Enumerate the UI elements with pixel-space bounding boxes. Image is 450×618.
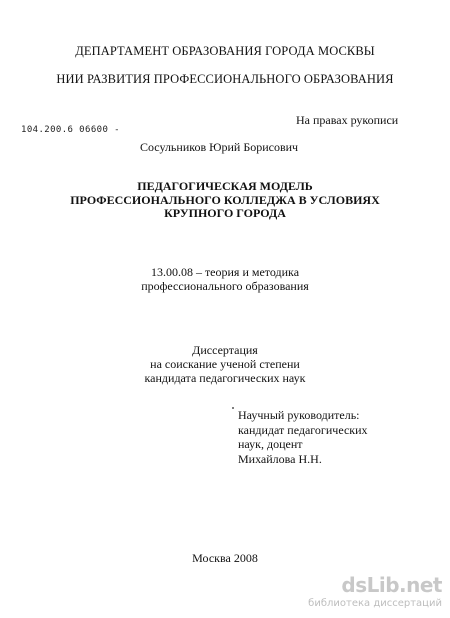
title-line-1: ПЕДАГОГИЧЕСКАЯ МОДЕЛЬ <box>137 179 313 193</box>
dissertation-title <box>60 180 390 221</box>
title-line-3: КРУПНОГО ГОРОДА <box>164 206 286 220</box>
author-name: Сосульников Юрий Борисович <box>140 140 299 154</box>
institute-heading: НИИ РАЗВИТИЯ ПРОФЕССИОНАЛЬНОГО ОБРАЗОВАНИЯ <box>56 72 394 86</box>
scan-speck <box>232 407 234 409</box>
title-line-2: ПРОФЕССИОНАЛЬНОГО КОЛЛЕДЖА В УСЛОВИЯХ <box>70 192 380 207</box>
supervisor-line-1: Научный руководитель: <box>238 408 360 422</box>
specialty-line-1: 13.00.08 – теория и методика <box>150 265 300 279</box>
department-heading: ДЕПАРТАМЕНТ ОБРАЗОВАНИЯ ГОРОДА МОСКВЫ <box>75 44 375 58</box>
supervisor-line-3: наук, доцент <box>238 437 303 451</box>
manuscript-rights-note: На правах рукописи <box>296 113 399 127</box>
dslib-watermark <box>308 573 448 614</box>
supervisor-line-4: Михайлова Н.Н. <box>238 451 322 466</box>
supervisor-line-2: кандидат педагогических <box>238 422 368 437</box>
degree-line-2: на соискание ученой степени <box>150 357 300 371</box>
watermark-logo: dsLib.net <box>341 573 442 597</box>
library-stamp: 104.200.6 06600 - <box>21 125 120 135</box>
city-year: Москва 2008 <box>192 551 258 565</box>
specialty-line-2: профессионального образования <box>141 279 309 293</box>
degree-line-3: кандидата педагогических наук <box>144 371 306 385</box>
supervisor-block <box>238 408 368 466</box>
specialty-block <box>0 265 450 293</box>
watermark-subtitle: библиотека диссертаций <box>308 598 442 609</box>
degree-block <box>0 343 450 385</box>
degree-line-1: Диссертация <box>192 343 258 357</box>
